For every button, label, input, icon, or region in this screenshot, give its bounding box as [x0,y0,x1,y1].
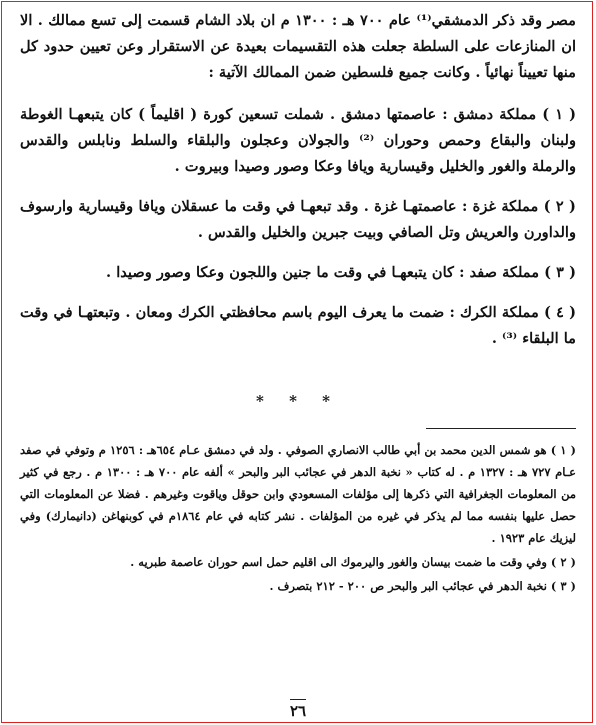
body-text [20,8,576,352]
page-number-container [20,699,576,720]
kingdom-description: عاصمتهـا غزة . وقد تبعهـا في وقت ما عسقلان ويافا وقيسارية وارسوف والداورن والعريش وتل الصافي وبيت جبرين والخليل والقدس . [20,198,576,241]
kingdom-name: مملكة غزة : [461,198,539,215]
kingdom-description: عاصمتها دمشق . شملت تسعين كورة ( اقليماً ) كان يتبعهـا الغوطة ولبنان والبقاع وحمص وحوران ⁽²⁾ والجولان وعجلون والبلقاء والسلط ونابلس والقدس والرملة والغور والخليل وقيسارية ويافا وعكا وصور وصيدا وبيروت . [20,106,576,175]
kingdom-number: ( ٣ ) [544,264,576,281]
footnote-rule [426,428,576,429]
kingdom-name: مملكة دمشق : [442,106,537,123]
kingdom-name: مملكة صفد : [459,264,540,281]
kingdom-paragraph-gaza [20,194,576,246]
footnote-3: ( ٣ ) نخبة الدهر في عجائب البر والبحر ص ٢٠٠ - ٢١٢ بتصرف . [269,579,576,593]
kingdom-paragraph-safad [20,260,576,286]
kingdom-description: ضمت ما يعرف اليوم باسم محافظتي الكرك ومعان . وتبعتهـا في وقت ما البلقاء ⁽³⁾ . [20,304,576,347]
kingdom-description: كان يتبعهـا في وقت ما جنين واللجون وعكا وصور وصيدا . [106,264,455,281]
kingdom-number: ( ٤ ) [543,304,576,321]
kingdom-number: ( ١ ) [542,106,576,123]
page-frame [1,1,593,723]
footnotes [20,439,576,597]
intro-paragraph: مصر وقد ذكر الدمشقي⁽¹⁾ عام ٧٠٠ هـ : ١٣٠٠ م ان بلاد الشام قسمت إلى تسع ممالك . الا ان المنازعات على السلطة جعلت هذه التقسيمات بعيدة عن الاستقرار وعن تعيين حدود كل منها تعييناً نهائياً . وكانت جميع فلسطين ضمن الممالك الآتية : [20,12,576,81]
kingdom-number: ( ٢ ) [543,198,576,215]
kingdom-paragraph-karak [20,300,576,352]
kingdom-name: مملكة الكرك : [449,304,539,321]
footnote-1: ( ١ ) هو شمس الدين محمد بن أبي طالب الانصاري الصوفي . ولد في دمشق عـام ٦٥٤هـ : ١٢٥٦ م وتوفي في صفد عـام ٧٢٧ هـ : ١٣٢٧ م . له كتاب « نخبة الدهر في عجائب البر والبحر » ألفه عام ٧٠٠ هـ : ١٣٠٠ م . رجع في كثير من المعلومات الجغرافية التي ذكرها إلى مؤلفات المسعودي وابن حوقل وياقوت وغيرهم . فضلا عن المعلومات التي حصل عليها بنفسه مما لم يذكر في غيره من المؤلفات . نشر كتابه في عام ١٨٦٤م في كوبنهاغن (دانيمارك) وفي ليزيك عام ١٩٢٣ . [20,443,576,545]
page-number: ٢٦ [290,699,306,720]
kingdom-paragraph-damascus [20,102,576,180]
document-page [20,8,576,720]
footnote-2: ( ٢ ) وفي وقت ما ضمت بيسان والغور واليرموك الى اقليم حمل اسم حوران عاصمة طبريه . [130,555,576,569]
section-separator: * * * [256,392,340,410]
